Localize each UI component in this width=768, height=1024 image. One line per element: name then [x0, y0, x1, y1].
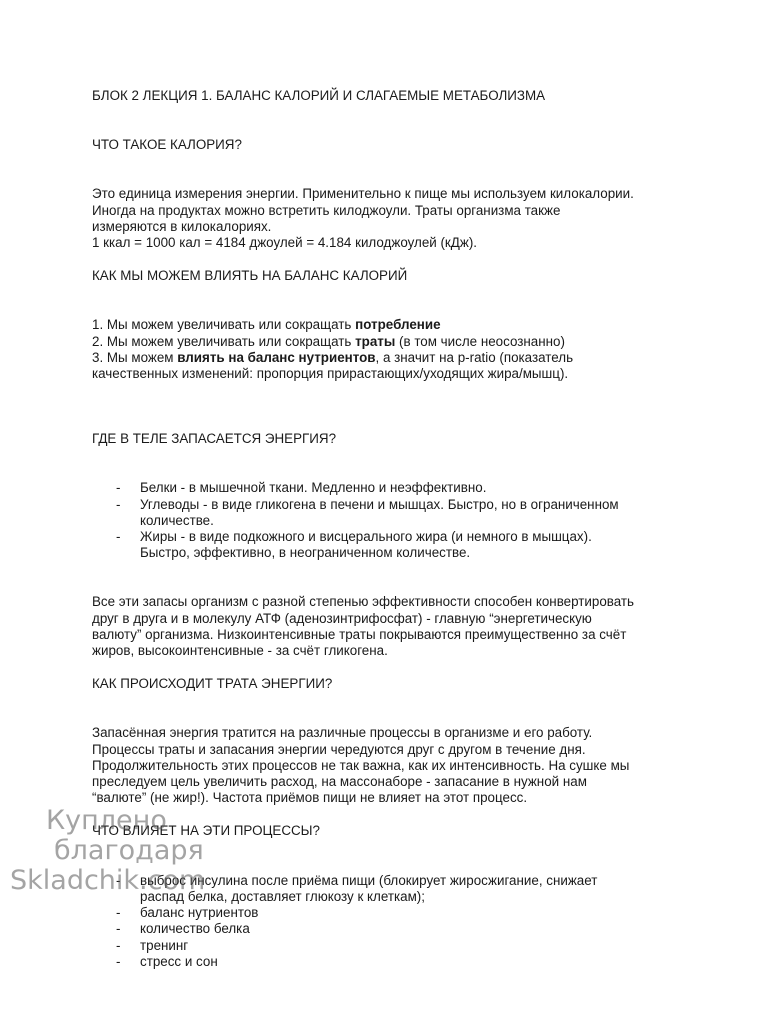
text-line: Процессы траты и запасания энергии чередуются друг с другом в течение дня.	[92, 741, 586, 757]
list-item	[92, 529, 682, 561]
watermark-line: Куплено	[46, 805, 167, 836]
text-line: распад белка, доставляет глюкозу к клеткам);	[140, 888, 425, 904]
list-item	[92, 905, 682, 921]
heading-energy-spending: КАК ПРОИСХОДИТ ТРАТА ЭНЕРГИИ?	[92, 676, 333, 692]
text-line: - Углеводы - в виде гликогена в печени и мышцах. Быстро, но в ограниченном	[140, 496, 619, 512]
numbered-item-2	[92, 334, 682, 350]
text-line: Запасённая энергия тратится на различные процессы в организме и его работу.	[92, 725, 593, 741]
text-line: - количество белка	[140, 921, 250, 937]
text-fragment: 3. Мы можем	[92, 349, 178, 365]
text-line: - стресс и сон	[140, 953, 218, 969]
text-fragment: 2. Мы можем увеличивать или сокращать	[92, 333, 356, 349]
text-line: - Белки - в мышечной ткани. Медленно и неэффективно.	[140, 480, 487, 496]
bold-term: потребление	[355, 317, 441, 333]
text-line: преследуем цель увеличить расход, на массонаборе - запасание в нужной нам	[92, 774, 587, 790]
text-line: жиров, высокоинтенсивные - за счёт гликогена.	[92, 643, 388, 659]
watermark-line: Skladchik.com	[10, 865, 206, 896]
bullet-list-process-factors	[92, 873, 682, 970]
list-item	[92, 921, 682, 937]
heading-process-factors: ЧТО ВЛИЯЕТ НА ЭТИ ПРОЦЕССЫ?	[92, 823, 320, 839]
numbered-item-1	[92, 317, 682, 333]
numbered-item-3-continued: качественных изменений: пропорция прирастающих/уходящих жира/мышц).	[92, 366, 569, 382]
bold-term: траты	[355, 333, 396, 349]
text-fragment: 1. Мы можем увеличивать или сокращать	[92, 317, 356, 333]
paragraph-energy-conversion	[92, 594, 682, 659]
watermark-line: благодаря	[54, 835, 204, 866]
text-line: “валюте” (не жир!). Частота приёмов пищи не влияет на этот процесс.	[92, 790, 528, 806]
list-item	[92, 938, 682, 954]
text-line: Это единица измерения энергии. Применительно к пище мы используем килокалории.	[92, 186, 634, 202]
text-line: Продолжительность этих процессов не так важна, как их интенсивность. На сушке мы	[92, 757, 630, 773]
document-page	[92, 88, 682, 970]
text-fragment: , а значит на p-ratio (показатель	[375, 349, 574, 365]
text-line: - выброс инсулина после приёма пищи (блокирует жиросжигание, снижает	[140, 872, 598, 888]
text-line: - тренинг	[140, 937, 189, 953]
heading-energy-storage: ГДЕ В ТЕЛЕ ЗАПАСАЕТСЯ ЭНЕРГИЯ?	[92, 431, 337, 447]
bold-term: влиять на баланс нутриентов	[177, 349, 376, 365]
numbered-item-3	[92, 350, 682, 366]
heading-what-is-calorie: ЧТО ТАКОЕ КАЛОРИЯ?	[92, 137, 242, 153]
text-line: - баланс нутриентов	[140, 905, 259, 921]
text-line: 1 ккал = 1000 кал = 4184 джоулей = 4.184 килоджоулей (кДж).	[92, 235, 478, 251]
heading-calorie-balance: КАК МЫ МОЖЕМ ВЛИЯТЬ НА БАЛАНС КАЛОРИЙ	[92, 268, 408, 284]
text-line: Все эти запасы организм с разной степенью эффективности способен конвертировать	[92, 594, 634, 610]
paragraph-energy-spending	[92, 725, 682, 806]
text-line: Быстро, эффективно, в неограниченном количестве.	[140, 545, 471, 561]
text-line: измеряются в килокалориях.	[92, 218, 272, 234]
text-line: Иногда на продуктах можно встретить килоджоули. Траты организма также	[92, 202, 561, 218]
text-line: валюту” организма. Низкоинтенсивные траты покрываются преимущественно за счёт	[92, 626, 627, 642]
text-line: друг в друга и в молекулу АТФ (аденозинтрифосфат) - главную “энергетическую	[92, 610, 592, 626]
document-title: БЛОК 2 ЛЕКЦИЯ 1. БАЛАНС КАЛОРИЙ И СЛАГАЕМЫЕ МЕТАБОЛИЗМА	[92, 88, 546, 103]
text-line: количестве.	[140, 512, 214, 528]
list-item	[92, 480, 682, 496]
list-item	[92, 497, 682, 529]
paragraph-calorie-definition	[92, 186, 682, 251]
list-item	[92, 873, 682, 905]
text-fragment: (в том числе неосознанно)	[395, 333, 565, 349]
text-line: - Жиры - в виде подкожного и висцерального жира (и немного в мышцах).	[140, 529, 592, 545]
list-item	[92, 954, 682, 970]
numbered-list-balance	[92, 317, 682, 382]
bullet-list-energy-storage	[92, 480, 682, 561]
